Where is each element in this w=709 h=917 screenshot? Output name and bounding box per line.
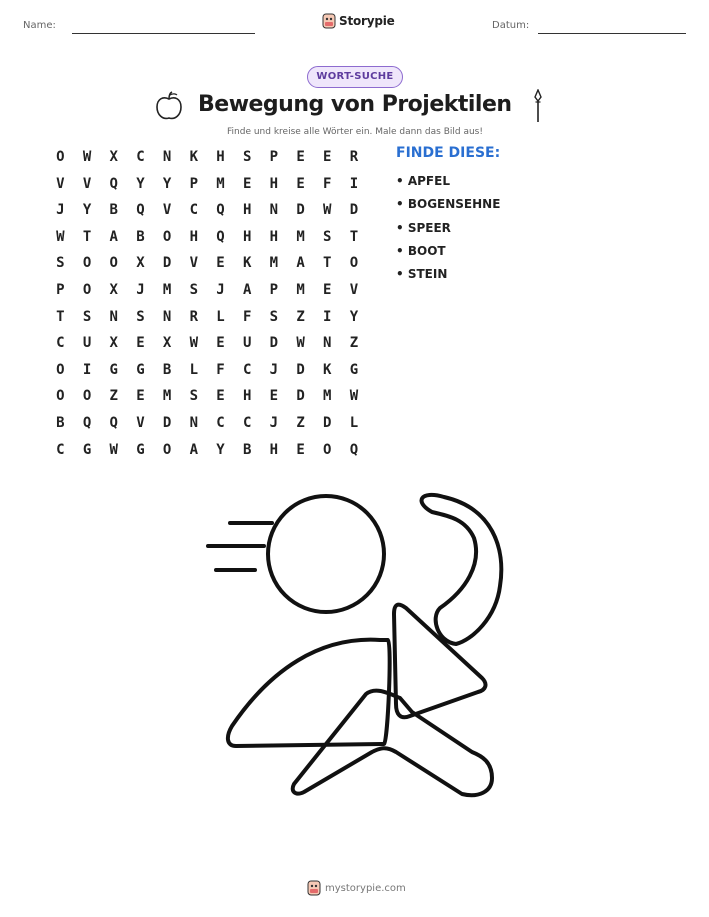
grid-letter[interactable]: F: [242, 308, 252, 325]
date-line[interactable]: [538, 33, 686, 34]
grid-letter[interactable]: N: [109, 308, 118, 325]
grid-letter[interactable]: P: [269, 149, 279, 165]
grid-letter[interactable]: V: [82, 175, 92, 192]
grid-letter[interactable]: Z: [296, 414, 305, 431]
grid-letter[interactable]: T: [349, 228, 359, 245]
head-circle: [268, 496, 384, 612]
grid-letter[interactable]: E: [242, 175, 252, 192]
grid-row: [47, 386, 367, 413]
grid-letter[interactable]: O: [82, 255, 92, 272]
grid-letter[interactable]: G: [136, 361, 145, 378]
grid-letter[interactable]: E: [136, 335, 145, 352]
grid-letter[interactable]: O: [162, 228, 172, 245]
grid-letter[interactable]: M: [216, 175, 225, 192]
grid-letter[interactable]: V: [162, 202, 172, 219]
grid-letter[interactable]: E: [269, 388, 279, 405]
grid-letter[interactable]: N: [162, 308, 172, 325]
grid-letter[interactable]: V: [136, 414, 145, 431]
grid-row: [47, 147, 367, 174]
grid-letter[interactable]: Z: [349, 335, 359, 352]
grid-letter[interactable]: C: [216, 414, 225, 431]
grid-letter[interactable]: M: [296, 281, 305, 298]
word-item: • APFEL: [396, 174, 450, 188]
grid-letter[interactable]: V: [349, 281, 359, 298]
grid-letter[interactable]: W: [323, 202, 332, 219]
grid-letter[interactable]: Q: [349, 441, 359, 458]
grid-row: [47, 360, 367, 387]
grid-letter[interactable]: E: [323, 149, 332, 165]
name-line[interactable]: [72, 33, 255, 34]
grid-letter[interactable]: A: [189, 441, 198, 458]
grid-row: [47, 333, 367, 360]
grid-letter[interactable]: E: [216, 388, 225, 405]
grid-letter[interactable]: Q: [82, 414, 92, 431]
instructions: Finde und kreise alle Wörter ein. Male dann das Bild aus!: [227, 127, 483, 137]
grid-letter[interactable]: M: [323, 388, 332, 405]
grid-letter[interactable]: Q: [109, 414, 118, 431]
grid-letter[interactable]: P: [56, 281, 65, 298]
grid-letter[interactable]: Y: [349, 308, 359, 325]
grid-letter[interactable]: A: [242, 281, 252, 298]
grid-letter[interactable]: E: [296, 149, 305, 165]
word-list: [396, 172, 500, 288]
grid-row: [47, 440, 367, 467]
grid-letter[interactable]: G: [109, 361, 118, 378]
grid-letter[interactable]: R: [349, 149, 359, 165]
grid-letter[interactable]: O: [349, 255, 359, 272]
arm-shape: [422, 495, 502, 644]
grid-letter[interactable]: S: [269, 308, 279, 325]
grid-letter[interactable]: O: [323, 441, 332, 458]
grid-letter[interactable]: N: [269, 202, 279, 219]
grid-letter[interactable]: I: [323, 308, 332, 325]
grid-letter[interactable]: L: [216, 308, 225, 325]
grid-letter[interactable]: S: [189, 388, 198, 405]
grid-letter[interactable]: S: [56, 255, 65, 272]
grid-letter[interactable]: Z: [296, 308, 305, 325]
grid-letter[interactable]: O: [56, 149, 65, 165]
grid-letter[interactable]: Q: [216, 228, 225, 245]
grid-letter[interactable]: P: [189, 175, 198, 192]
grid-letter[interactable]: M: [162, 281, 172, 298]
grid-letter[interactable]: Q: [109, 175, 118, 192]
grid-letter[interactable]: C: [242, 414, 252, 431]
grid-letter[interactable]: O: [56, 388, 65, 405]
grid-letter[interactable]: M: [296, 228, 305, 245]
grid-letter[interactable]: C: [56, 441, 65, 458]
grid-row: [47, 227, 367, 254]
brand: [322, 13, 395, 29]
grid-letter[interactable]: G: [136, 441, 145, 458]
grid-row: [47, 174, 367, 201]
grid-letter[interactable]: X: [109, 281, 118, 298]
date-label: Datum:: [492, 20, 530, 31]
grid-letter[interactable]: Y: [162, 175, 172, 192]
grid-letter[interactable]: S: [82, 308, 92, 325]
grid-letter[interactable]: S: [323, 228, 332, 245]
page-title: Bewegung von Projektilen: [198, 92, 512, 117]
grid-letter[interactable]: N: [189, 414, 198, 431]
grid-letter[interactable]: Z: [109, 388, 118, 405]
grid-letter[interactable]: B: [56, 414, 65, 431]
grid-letter[interactable]: J: [269, 414, 279, 431]
grid-letter[interactable]: H: [189, 228, 198, 245]
grid-letter[interactable]: X: [109, 335, 118, 352]
grid-letter[interactable]: J: [136, 281, 145, 298]
grid-letter[interactable]: D: [162, 255, 172, 272]
grid-letter[interactable]: E: [216, 335, 225, 352]
word-item: • BOGENSEHNE: [396, 197, 501, 212]
letter-grid[interactable]: [47, 147, 367, 466]
grid-row: [47, 200, 367, 227]
grid-letter[interactable]: I: [82, 361, 92, 378]
grid-letter[interactable]: B: [242, 441, 252, 458]
grid-letter[interactable]: O: [82, 388, 92, 405]
word-item: • BOOT: [396, 243, 446, 258]
grid-letter[interactable]: T: [82, 228, 92, 245]
grid-letter[interactable]: W: [189, 335, 198, 352]
grid-letter[interactable]: W: [56, 228, 65, 245]
grid-letter[interactable]: B: [109, 202, 118, 219]
grid-letter[interactable]: E: [296, 175, 305, 192]
coloring-illustration[interactable]: [200, 490, 510, 800]
grid-letter[interactable]: P: [269, 281, 279, 298]
grid-letter[interactable]: N: [162, 149, 172, 165]
grid-letter[interactable]: O: [109, 255, 118, 272]
grid-row: [47, 253, 367, 280]
grid-letter[interactable]: X: [109, 149, 118, 165]
grid-letter[interactable]: C: [189, 202, 198, 219]
grid-letter[interactable]: S: [136, 308, 145, 325]
grid-letter[interactable]: H: [269, 175, 279, 192]
grid-letter[interactable]: H: [269, 441, 279, 458]
grid-letter[interactable]: M: [269, 255, 279, 272]
grid-letter[interactable]: E: [323, 281, 332, 298]
grid-letter[interactable]: J: [216, 281, 225, 298]
name-label: Name:: [23, 20, 56, 31]
footer: [307, 880, 406, 896]
grid-letter[interactable]: W: [349, 388, 359, 405]
spear-icon: [531, 89, 545, 123]
grid-letter[interactable]: H: [269, 228, 279, 245]
grid-letter[interactable]: H: [242, 388, 252, 405]
grid-letter[interactable]: X: [136, 255, 145, 272]
grid-letter[interactable]: U: [82, 335, 92, 352]
grid-letter[interactable]: D: [269, 335, 279, 352]
grid-letter[interactable]: R: [189, 308, 198, 325]
grid-letter[interactable]: T: [323, 255, 332, 272]
grid-letter[interactable]: H: [242, 228, 252, 245]
grid-letter[interactable]: V: [56, 175, 65, 192]
grid-letter[interactable]: A: [109, 228, 118, 245]
grid-letter[interactable]: D: [296, 202, 305, 219]
grid-letter[interactable]: V: [189, 255, 198, 272]
grid-row: [47, 413, 367, 440]
grid-letter[interactable]: D: [296, 388, 305, 405]
word-search-badge: WORT-SUCHE: [307, 66, 403, 88]
grid-letter[interactable]: E: [136, 388, 145, 405]
grid-letter[interactable]: D: [162, 414, 172, 431]
apple-icon: [155, 90, 183, 122]
grid-letter[interactable]: B: [162, 361, 172, 378]
word-item: • SPEER: [396, 220, 451, 235]
word-item: • STEIN: [396, 267, 448, 282]
grid-letter[interactable]: H: [216, 149, 225, 165]
footer-url[interactable]: mystorypie.com: [325, 882, 406, 894]
grid-letter[interactable]: K: [242, 255, 252, 272]
grid-letter[interactable]: M: [162, 388, 172, 405]
grid-letter[interactable]: D: [323, 414, 332, 431]
grid-letter[interactable]: E: [296, 441, 305, 458]
grid-row: [47, 307, 367, 334]
grid-letter[interactable]: W: [109, 441, 118, 458]
grid-letter[interactable]: G: [349, 361, 359, 378]
grid-letter[interactable]: W: [296, 335, 305, 352]
grid-letter[interactable]: I: [349, 175, 359, 192]
grid-letter[interactable]: T: [56, 308, 65, 325]
grid-letter[interactable]: C: [242, 361, 252, 378]
grid-letter[interactable]: D: [349, 202, 359, 219]
grid-letter[interactable]: O: [56, 361, 65, 378]
grid-letter[interactable]: Y: [82, 202, 92, 219]
word-list-title: FINDE DIESE:: [396, 145, 501, 161]
grid-letter[interactable]: Q: [216, 202, 225, 219]
grid-letter[interactable]: L: [349, 414, 359, 431]
grid-letter[interactable]: O: [82, 281, 92, 298]
grid-letter[interactable]: D: [296, 361, 305, 378]
grid-letter[interactable]: C: [136, 149, 145, 165]
grid-letter[interactable]: A: [296, 255, 305, 272]
grid-letter[interactable]: L: [189, 361, 198, 378]
grid-letter[interactable]: Y: [136, 175, 145, 192]
grid-letter[interactable]: Y: [216, 441, 225, 458]
storypie-logo-icon: [322, 13, 336, 29]
grid-letter[interactable]: S: [189, 281, 198, 298]
grid-row: [47, 280, 367, 307]
grid-letter[interactable]: N: [323, 335, 332, 352]
grid-letter[interactable]: K: [189, 149, 198, 165]
body-shape: [394, 605, 485, 718]
grid-letter[interactable]: Q: [136, 202, 145, 219]
grid-letter[interactable]: H: [242, 202, 252, 219]
grid-letter[interactable]: F: [216, 361, 225, 378]
grid-letter[interactable]: S: [242, 149, 252, 165]
grid-letter[interactable]: F: [323, 175, 332, 192]
grid-letter[interactable]: O: [162, 441, 172, 458]
grid-letter[interactable]: W: [82, 149, 92, 165]
grid-letter[interactable]: U: [242, 335, 252, 352]
grid-letter[interactable]: B: [136, 228, 145, 245]
grid-letter[interactable]: C: [56, 335, 65, 352]
grid-letter[interactable]: G: [82, 441, 92, 458]
grid-letter[interactable]: J: [269, 361, 279, 378]
brand-name: Storypie: [339, 14, 395, 28]
grid-letter[interactable]: X: [162, 335, 172, 352]
storypie-logo-icon: [307, 880, 321, 896]
grid-letter[interactable]: K: [323, 361, 332, 378]
grid-letter[interactable]: J: [56, 202, 65, 219]
grid-letter[interactable]: E: [216, 255, 225, 272]
